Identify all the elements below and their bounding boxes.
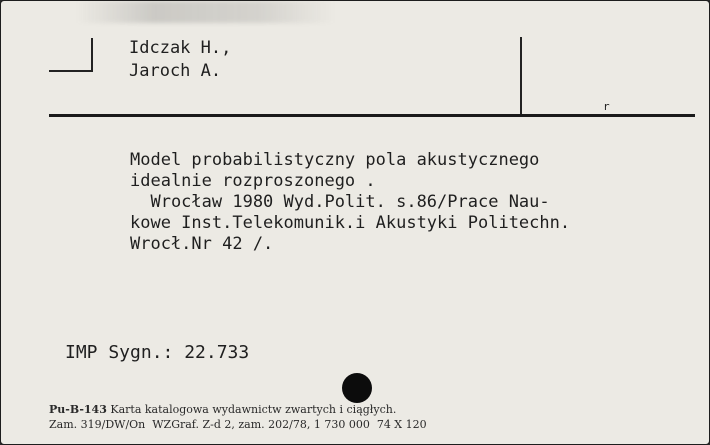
bibliographic-description <box>130 150 700 255</box>
body-line-2: idealnie rozproszonego . <box>130 171 376 191</box>
author-1: Idczak H., <box>129 38 232 58</box>
shelf-signature: IMP Sygn.: 22.733 <box>65 342 250 363</box>
footer-line-1 <box>49 402 427 417</box>
body-line-1: Model probabilistyczny pola akustycznego <box>130 150 540 170</box>
corner-mark-horizontal <box>49 70 93 72</box>
stamp-smudge <box>76 1 336 23</box>
corner-tick: r <box>603 100 610 113</box>
header-rule <box>49 114 695 117</box>
print-footer <box>49 402 427 432</box>
corner-mark-vertical <box>91 38 93 70</box>
body-line-3: Wrocław 1980 Wyd.Polit. s.86/Prace Nau- <box>130 192 550 212</box>
form-title: Karta katalogowa wydawnictw zwartych i ciągłych. <box>106 403 397 416</box>
column-divider <box>520 37 522 117</box>
authors-block <box>129 37 231 83</box>
author-2: Jaroch A. <box>129 61 222 81</box>
body-line-4: kowe Inst.Telekomunik.i Akustyki Politechn. <box>130 213 571 233</box>
form-code: Pu-B-143 <box>49 403 107 416</box>
body-line-5: Wrocł.Nr 42 /. <box>130 234 274 254</box>
punch-hole <box>342 373 372 403</box>
footer-line-2: Zam. 319/DW/On WZGraf. Z-d 2, zam. 202/78, 1 730 000 74 X 120 <box>49 418 427 431</box>
